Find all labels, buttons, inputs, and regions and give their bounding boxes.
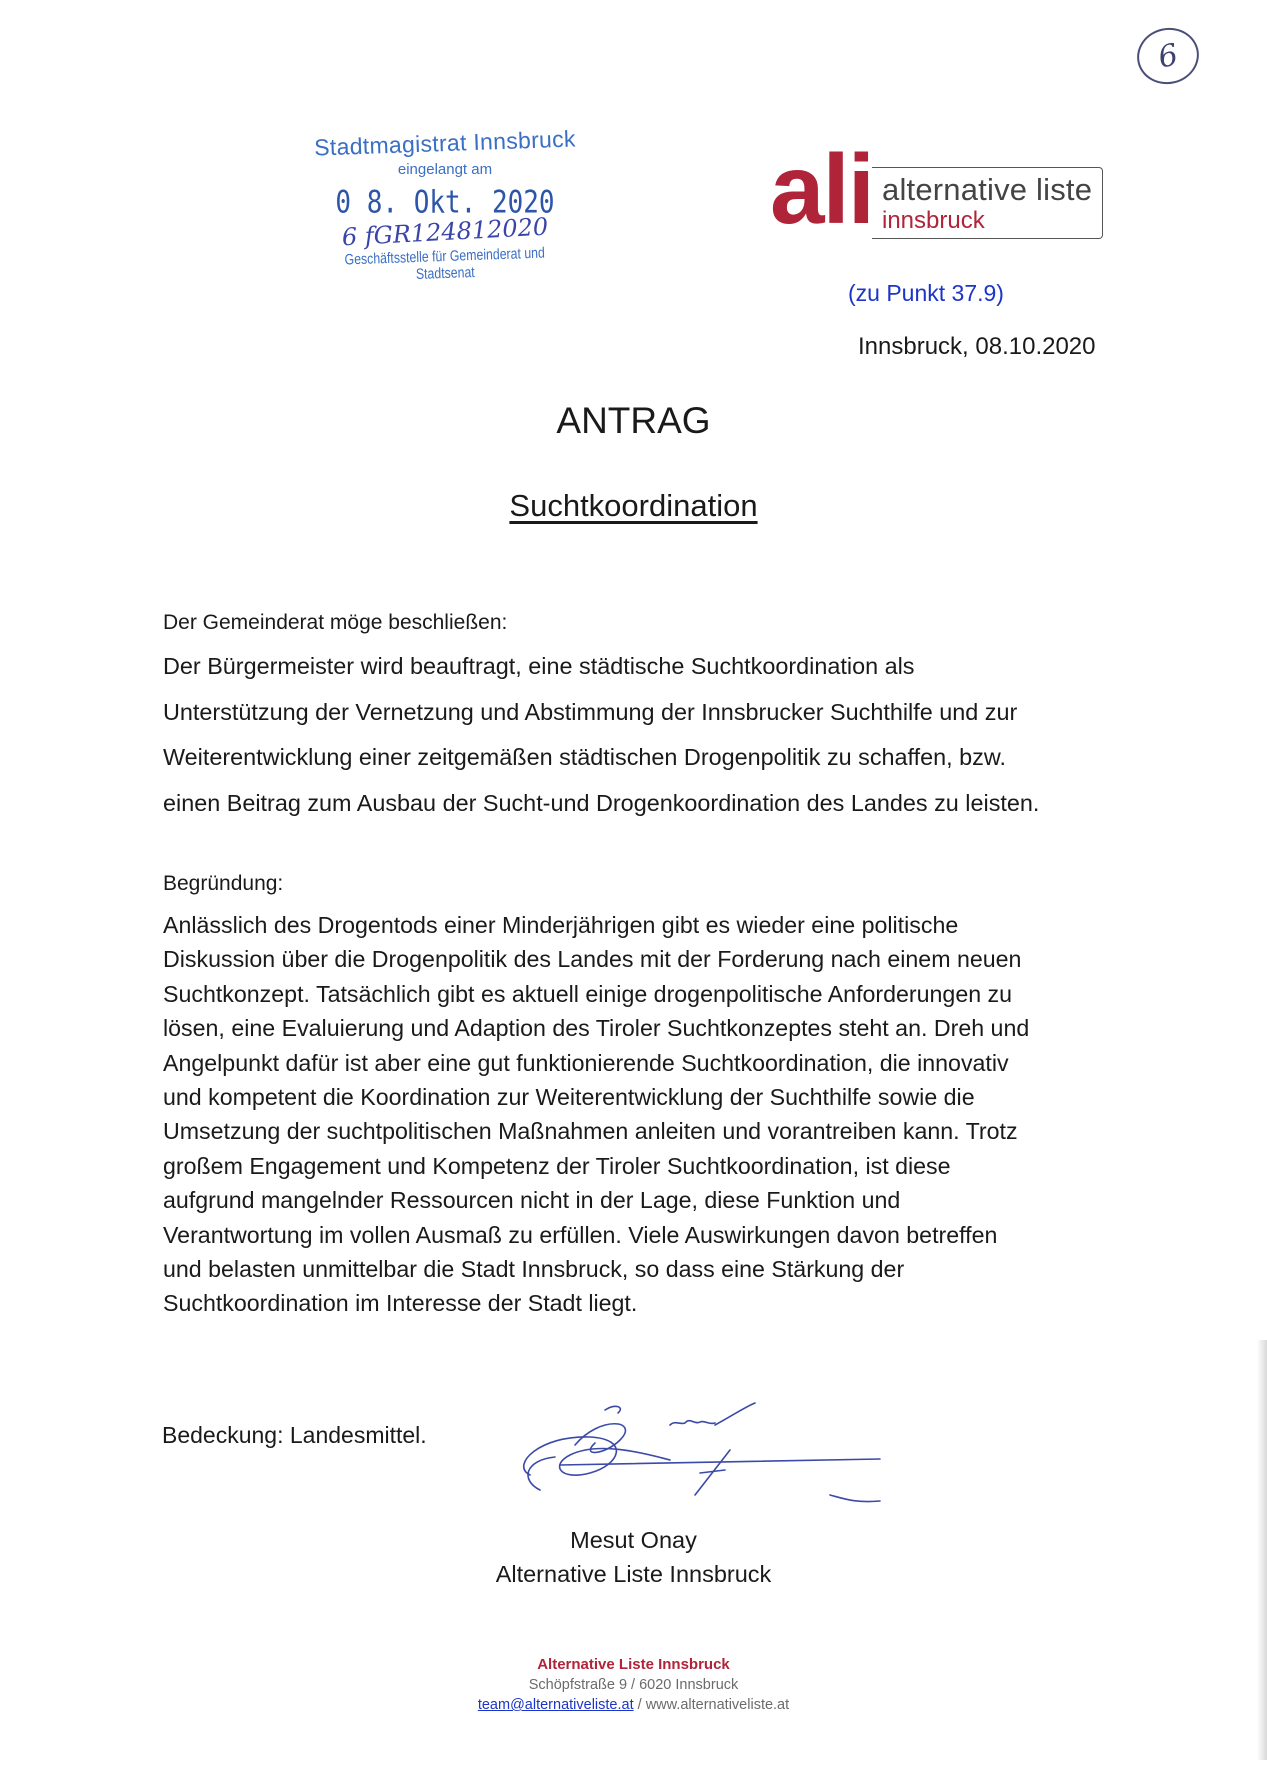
stamp-reference: 6 fGR124812020 — [341, 212, 549, 252]
footer-separator: / — [633, 1697, 646, 1713]
signer-name: Mesut Onay — [570, 1527, 697, 1553]
reasoning-line: und kompetent die Koordination zur Weiterentwicklung der Suchthilfe sowie die — [163, 1084, 975, 1111]
handwritten-signature — [500, 1395, 900, 1515]
reasoning-line: aufgrund mangelnder Ressourcen nicht in der Lage, diese Funktion und — [163, 1187, 901, 1214]
reasoning-line: Diskussion über die Drogenpolitik des Landes mit der Forderung nach einem neuen — [163, 946, 1022, 973]
reasoning-text — [163, 908, 1123, 1321]
letter-footer — [0, 1655, 1267, 1715]
reasoning-label: Begründung: — [163, 872, 284, 895]
reasoning-line: Anlässlich des Drogentods einer Minderjährigen gibt es wieder eine politische — [163, 912, 959, 938]
reasoning-line: Verantwortung im vollen Ausmaß zu erfüllen. Viele Auswirkungen davon betreffen — [163, 1221, 998, 1248]
reasoning-line: und belasten unmittelbar die Stadt Innsbruck, so dass eine Stärkung der — [163, 1256, 905, 1283]
reasoning-line: Suchtkoordination im Interesse der Stadt liegt. — [163, 1290, 638, 1317]
document-title: ANTRAG — [556, 400, 711, 441]
agenda-reference: (zu Punkt 37.9) — [848, 280, 1004, 306]
stamp-received-label: eingelangt am — [397, 161, 493, 178]
page-number: 6 — [1155, 36, 1181, 76]
logo-line1: alternative liste — [882, 172, 1093, 207]
motion-intro: Der Gemeinderat möge beschließen: — [163, 611, 508, 634]
motion-line: einen Beitrag zum Ausbau der Sucht-und Drogenkoordination des Landes zu leisten. — [163, 789, 1040, 816]
received-stamp — [290, 125, 600, 284]
motion-text — [163, 644, 1123, 826]
place-date: Innsbruck, 08.10.2020 — [858, 333, 1096, 360]
subtitle-text: Suchtkoordination — [509, 488, 758, 523]
reasoning-line: großem Engagement und Kompetenz der Tiroler Suchtkoordination, ist diese — [163, 1152, 951, 1179]
logo-line2: innsbruck — [882, 207, 985, 234]
document-subtitle — [0, 488, 1267, 524]
page-number-circle — [1132, 22, 1204, 90]
footer-email-link[interactable]: team@alternativeliste.at — [477, 1697, 634, 1713]
scan-edge-shadow — [1257, 1340, 1267, 1760]
stamp-department: Geschäftsstelle für Gemeinderat und Stadtsenat — [344, 244, 546, 284]
footer-contact — [0, 1695, 1267, 1715]
footer-org: Alternative Liste Innsbruck — [537, 1656, 730, 1673]
logo-box — [872, 167, 1103, 239]
reasoning-line: Angelpunkt dafür ist aber eine gut funktionierende Suchtkoordination, die innovativ — [163, 1049, 1009, 1076]
motion-line: Der Bürgermeister wird beauftragt, eine städtische Suchtkoordination als — [163, 653, 915, 679]
reasoning-line: lösen, eine Evaluierung und Adaption des Tiroler Suchtkonzeptes steht an. Dreh und — [163, 1015, 1030, 1042]
footer-address: Schöpfstraße 9 / 6020 Innsbruck — [528, 1677, 739, 1693]
motion-line: Weiterentwicklung einer zeitgemäßen städtischen Drogenpolitik zu schaffen, bzw. — [163, 744, 1006, 770]
motion-line: Unterstützung der Vernetzung und Abstimmung der Innsbrucker Suchthilfe und zur — [163, 698, 1018, 725]
ali-logo — [770, 134, 1105, 245]
footer-website: www.alternativeliste.at — [645, 1697, 790, 1713]
reasoning-line: Umsetzung der suchtpolitischen Maßnahmen anleiten und vorantreiben kann. Trotz — [163, 1118, 1018, 1145]
reasoning-line: Suchtkonzept. Tatsächlich gibt es aktuell einige drogenpolitische Anforderungen zu — [163, 980, 1013, 1007]
signer-block — [0, 1523, 1267, 1591]
signer-organization: Alternative Liste Innsbruck — [495, 1561, 772, 1587]
coverage-note: Bedeckung: Landesmittel. — [162, 1422, 427, 1448]
logo-mark: ali — [770, 134, 873, 244]
stamp-office: Stadtmagistrat Innsbruck — [313, 125, 577, 161]
stamp-date: 0 8. Okt. 2020 — [335, 185, 555, 221]
